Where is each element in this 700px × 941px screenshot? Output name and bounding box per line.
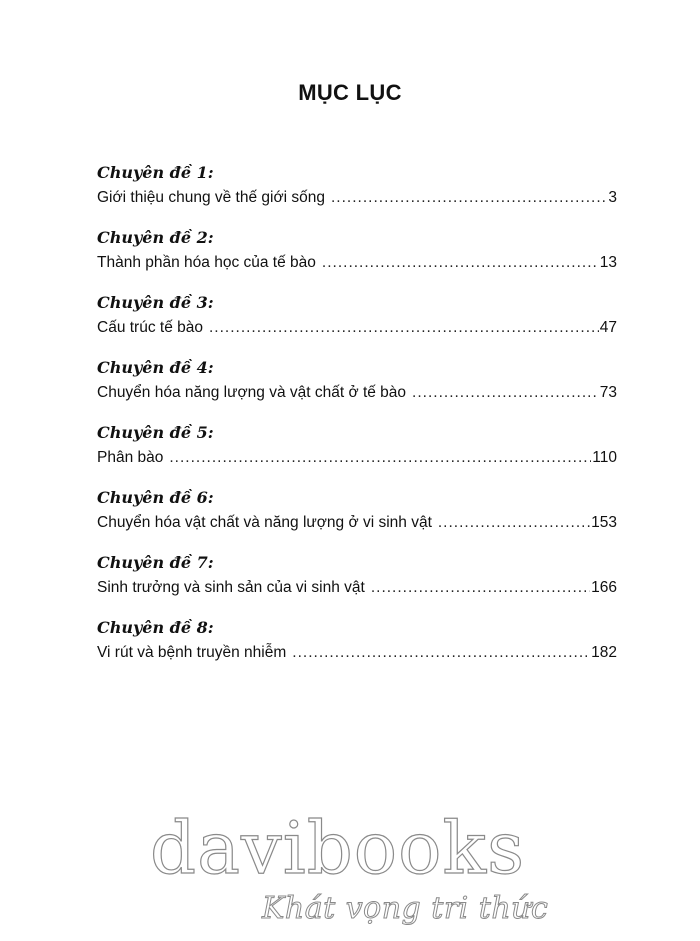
toc-entry[interactable]	[97, 641, 617, 665]
chapter-heading: Chuyên đề 6:	[97, 488, 214, 507]
chapter-heading: Chuyên đề 1:	[97, 163, 214, 182]
entry-page-number: 182	[591, 644, 617, 661]
dot-leader	[322, 251, 599, 275]
entry-title: Vi rút và bệnh truyền nhiễm	[97, 644, 287, 661]
entry-page-number: 166	[591, 579, 617, 596]
chapter-heading: Chuyên đề 7:	[97, 553, 214, 572]
chapter-heading: Chuyên đề 3:	[97, 293, 214, 312]
chapter-heading: Chuyên đề 2:	[97, 228, 214, 247]
dot-leader	[292, 641, 590, 665]
dot-leader	[371, 576, 590, 600]
entry-title: Giới thiệu chung về thế giới sống	[97, 189, 325, 206]
dot-leader	[209, 316, 599, 340]
entry-page-number: 3	[608, 189, 617, 206]
logo-tagline: Khát vọng tri thức	[262, 891, 549, 926]
toc-entry[interactable]	[97, 446, 617, 470]
entry-page-number: 110	[592, 449, 617, 466]
toc-section	[97, 550, 617, 615]
entry-title: Phân bào	[97, 449, 164, 466]
toc-entry[interactable]	[97, 511, 617, 535]
toc-section	[97, 615, 617, 680]
toc-entry[interactable]	[97, 251, 617, 275]
toc-section	[97, 160, 617, 225]
entry-title: Sinh trưởng và sinh sản của vi sinh vật	[97, 579, 365, 596]
entry-title: Thành phần hóa học của tế bào	[97, 254, 316, 271]
dot-leader	[331, 186, 607, 210]
entry-page-number: 47	[599, 319, 617, 336]
toc-entry[interactable]	[97, 316, 617, 340]
entry-title: Chuyển hóa vật chất và năng lượng ở vi sinh vật	[97, 514, 432, 531]
chapter-heading: Chuyên đề 4:	[97, 358, 214, 377]
toc-section	[97, 420, 617, 485]
table-of-contents	[97, 160, 617, 680]
chapter-heading: Chuyên đề 5:	[97, 423, 214, 442]
publisher-logo	[150, 806, 570, 926]
toc-section	[97, 225, 617, 290]
toc-section	[97, 485, 617, 550]
dot-leader	[412, 381, 599, 405]
toc-entry[interactable]	[97, 576, 617, 600]
dot-leader	[438, 511, 590, 535]
entry-page-number: 73	[599, 384, 617, 401]
entry-title: Cấu trúc tế bào	[97, 319, 203, 336]
chapter-heading: Chuyên đề 8:	[97, 618, 214, 637]
toc-entry[interactable]	[97, 381, 617, 405]
toc-entry[interactable]	[97, 186, 617, 210]
entry-page-number: 13	[599, 254, 617, 271]
logo-wordmark: davibooks	[150, 806, 526, 890]
toc-section	[97, 290, 617, 355]
page-title: MỤC LỤC	[298, 80, 402, 105]
toc-section	[97, 355, 617, 420]
entry-page-number: 153	[591, 514, 617, 531]
dot-leader	[169, 446, 591, 470]
entry-title: Chuyển hóa năng lượng và vật chất ở tế bào	[97, 384, 407, 401]
